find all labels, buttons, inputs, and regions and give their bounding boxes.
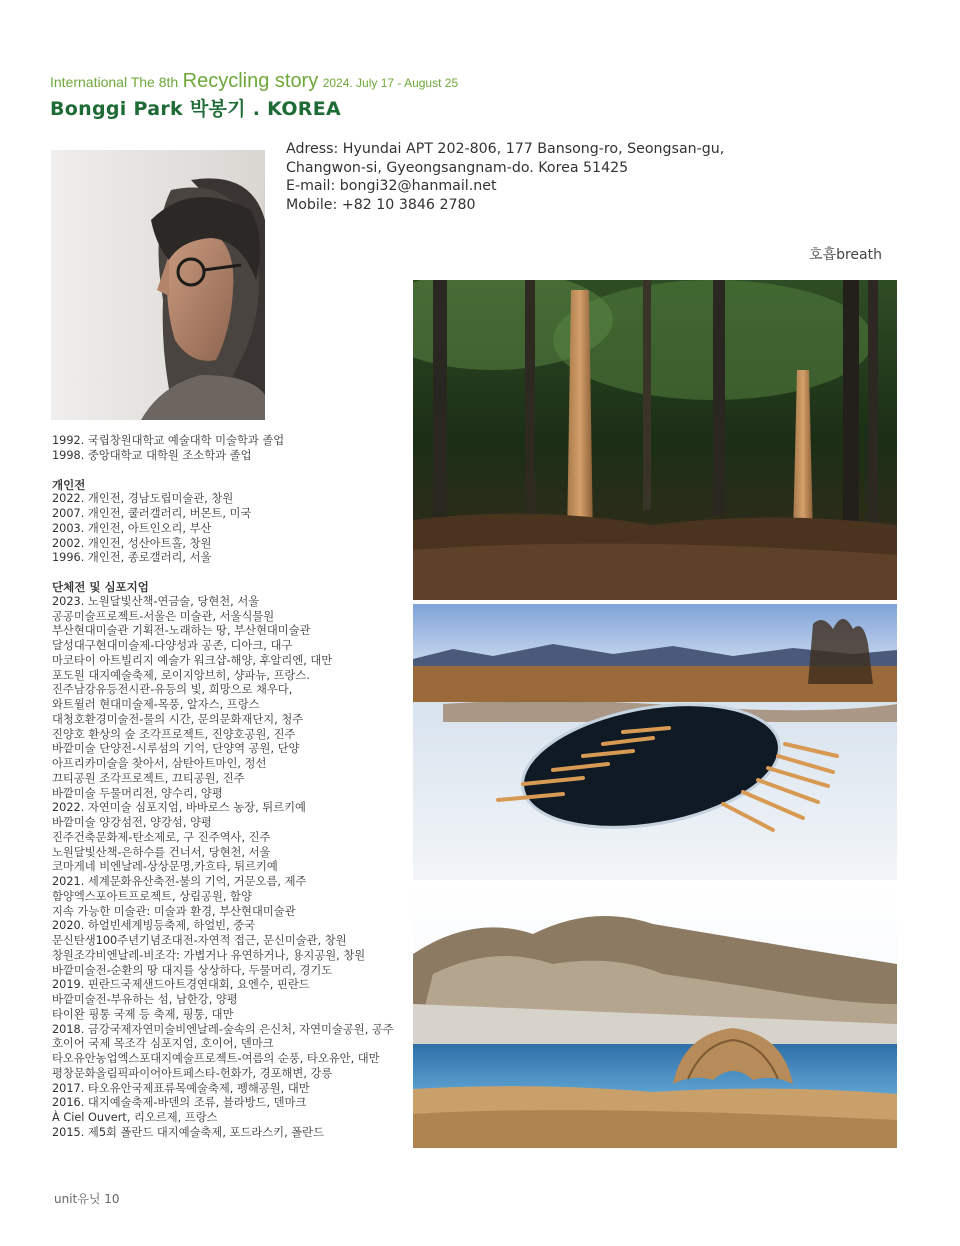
group-item: 타이완 핑통 국제 등 축제, 핑통, 대만 — [52, 1007, 234, 1021]
group-item: 지속 가능한 미술관: 미술과 환경, 부산현대미술관 — [52, 904, 296, 918]
mobile-line: Mobile: +82 10 3846 2780 — [286, 196, 476, 213]
header-part1: International The 8th — [50, 74, 179, 90]
group-item: 바깥미술 단양전-시루섬의 기억, 단양역 공원, 단양 — [52, 742, 300, 756]
group-item: 노원달빛산책-은하수를 건너서, 당현천, 서울 — [52, 845, 271, 859]
group-item: 평창문화올림픽파이어아트페스타-헌화가, 경포해변, 강릉 — [52, 1066, 333, 1080]
group-item: 와트윌러 현대미술제-목풍, 알자스, 프랑스 — [52, 698, 260, 711]
email-line: E-mail: bongi32@hanmail.net — [286, 178, 497, 194]
group-item: 바깥미술전-순환의 땅 대지를 상상하다, 두물머리, 경기도 — [52, 963, 333, 977]
solo-item: 1996. 개인전, 종로갤러리, 서울 — [52, 551, 212, 565]
education-1992: 1992. 국립창원대학교 예술대학 미술학과 졸업 — [52, 434, 285, 447]
group-item: 2016. 대지예술축제-바덴의 조류, 블라방드, 덴마크 — [52, 1096, 307, 1110]
artist-portrait — [51, 150, 265, 420]
group-item: 진양호 환상의 숲 조각프로젝트, 진양호공원, 진주 — [52, 727, 296, 741]
group-item: 2022. 자연미술 심포지엄, 바바로스 농장, 튀르키예 — [52, 801, 306, 815]
group-item: 2021. 세계문화유산축전-불의 기억, 거문오름, 제주 — [52, 875, 307, 888]
lake-mountain-fan-sculpture-photo — [413, 884, 897, 1148]
artist-cv — [52, 434, 412, 1141]
solo-item: 2022. 개인전, 경남도립미술관, 창원 — [52, 492, 234, 506]
solo-item: 2007. 개인전, 쿨러갤러리, 버몬트, 미국 — [52, 507, 252, 520]
group-item: 2023. 노원달빛산책-연금술, 당현천, 서울 — [52, 594, 260, 608]
group-item: 아프리카미술을 찾아서, 삼탄아트마인, 정선 — [52, 757, 267, 770]
exhibition-header — [50, 70, 458, 93]
group-item: 코마게네 비엔날레-상상문명,카흐타, 튀르키예 — [52, 860, 278, 874]
education-1998: 1998. 중앙대학교 대학원 조소학과 졸업 — [52, 448, 252, 462]
group-item: 바깥미술 두물머리전, 양수리, 양평 — [52, 786, 223, 800]
group-item: 바깥미술 양강섬전, 양강섬, 양평 — [52, 816, 212, 829]
group-item: 창원조각비엔날레-비조각: 가볍거나 유연하거나, 용지공원, 창원 — [52, 948, 366, 962]
header-part3: 2024. July 17 - August 25 — [322, 76, 459, 90]
group-item: 대청호환경미술전-물의 시간, 문의문화재단지, 청주 — [52, 712, 304, 726]
artist-name: Bonggi Park 박봉기 . KOREA — [50, 98, 341, 120]
group-item: 마코타이 아트빌리지 예술가 워크샵-해양, 후알리엔, 대만 — [52, 653, 333, 667]
frozen-lake-oval-installation-photo — [413, 604, 897, 880]
header-part2: Recycling story — [182, 70, 319, 92]
group-item: 달성대구현대미술제-다양성과 공존, 디아크, 대구 — [52, 639, 293, 652]
address-line1: Adress: Hyundai APT 202-806, 177 Bansong-ro, Seongsan-gu, — [286, 141, 725, 157]
group-item: 바깥미술전-부유하는 섬, 남한강, 양평 — [52, 993, 238, 1006]
group-item: 함양엑스포아트프로젝트, 상림공원, 함양 — [52, 889, 252, 903]
group-item: 2017. 타오유안국제표류목예술축제, 펭해공원, 대만 — [52, 1081, 310, 1095]
group-item: 2019. 핀란드국제샌드아트경연대회, 요엔수, 핀란드 — [52, 978, 310, 992]
page-footer: unit유닛 10 — [54, 1192, 120, 1206]
forest-carved-trees-photo — [413, 280, 897, 600]
contact-block — [286, 140, 724, 214]
group-item: 문신탄생100주년기념조대전-자연적 접근, 문신미술관, 창원 — [52, 934, 347, 947]
work-title: 호흡breath — [809, 247, 882, 263]
group-item: 끄티공원 조각프로젝트, 끄티공원, 진주 — [52, 771, 245, 785]
group-item: 2015. 제5회 폴란드 대지예술축제, 포드라스키, 폴란드 — [52, 1125, 325, 1139]
solo-item: 2003. 개인전, 아트인오리, 부산 — [52, 521, 212, 535]
group-item: 부산현대미술관 기획전-노래하는 땅, 부산현대미술관 — [52, 624, 311, 638]
group-item: 공공미술프로젝트-서울은 미술관, 서울식물원 — [52, 609, 275, 623]
solo-item: 2002. 개인전, 성산아트홀, 창원 — [52, 536, 212, 550]
group-heading: 단체전 및 심포지엄 — [52, 580, 149, 594]
group-item: 타오유안농업엑스포대지예술프로젝트-여름의 순풍, 타오유안, 대만 — [52, 1052, 380, 1065]
solo-heading: 개인전 — [52, 477, 86, 492]
group-item: À Ciel Ouvert, 리오르제, 프랑스 — [52, 1111, 218, 1124]
address-line2: Changwon-si, Gyeongsangnam-do. Korea 51425 — [286, 159, 629, 176]
group-item: 진주건축문화제-탄소제로, 구 진주역사, 진주 — [52, 830, 271, 844]
group-item: 2020. 하얼빈세계빙등축제, 하얼빈, 중국 — [52, 919, 256, 933]
group-item: 진주남강유등전시관-유등의 빛, 희망으로 채우다, — [52, 683, 293, 697]
group-item: 호이어 국제 목조각 심포지엄, 호이어, 덴마크 — [52, 1037, 274, 1051]
group-item: 2018. 금강국제자연미술비엔날레-숲속의 은신처, 자연미술공원, 공주 — [52, 1022, 394, 1036]
group-item: 포도원 대지예술축제, 로이지앙브히, 샹파뉴, 프랑스. — [52, 668, 310, 682]
